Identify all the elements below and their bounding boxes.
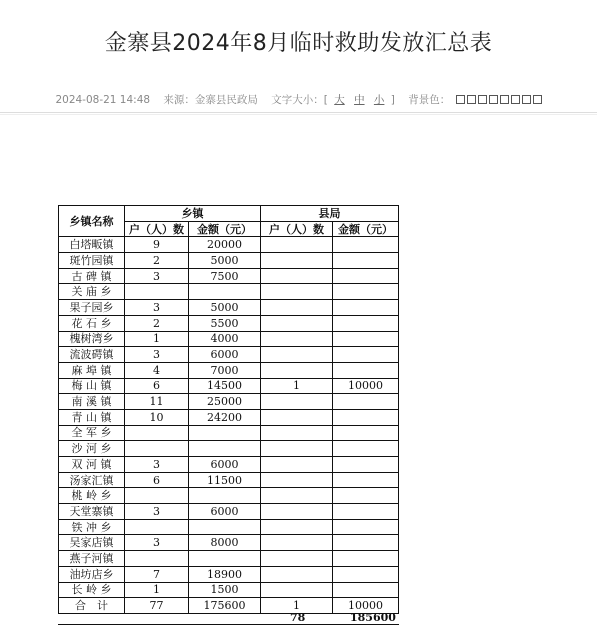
county-amount-cell (333, 253, 399, 269)
county-households-cell (261, 504, 333, 520)
town-name-cell: 天堂寨镇 (59, 504, 125, 520)
table-row (59, 472, 399, 488)
header-group-town: 乡镇 (125, 206, 261, 222)
town-households-cell: 11 (125, 394, 189, 410)
county-households-cell (261, 315, 333, 331)
page-title: 金寨县2024年8月临时救助发放汇总表 (104, 31, 493, 56)
county-amount-cell (333, 268, 399, 284)
county-households-cell (261, 347, 333, 363)
town-name-cell: 吴家店镇 (59, 535, 125, 551)
county-amount-cell (333, 551, 399, 567)
county-households-cell (261, 253, 333, 269)
county-households-cell (261, 472, 333, 488)
total-town-name-cell: 合 计 (59, 598, 125, 614)
county-amount-cell (333, 362, 399, 378)
background-swatch[interactable] (489, 95, 498, 104)
town-name-cell: 果子园乡 (59, 300, 125, 316)
town-households-cell: 6 (125, 472, 189, 488)
town-name-cell: 流波𥔲镇 (59, 347, 125, 363)
table-row (59, 409, 399, 425)
county-households-cell (261, 551, 333, 567)
table-row (59, 535, 399, 551)
county-amount-cell (333, 566, 399, 582)
county-households-cell (261, 566, 333, 582)
county-households-cell (261, 394, 333, 410)
table-row (59, 441, 399, 457)
table-row (59, 394, 399, 410)
county-households-cell (261, 488, 333, 504)
county-amount-cell (333, 300, 399, 316)
town-amount-cell: 25000 (189, 394, 261, 410)
table-row (59, 425, 399, 441)
font-size-small-link[interactable]: 小 (373, 94, 385, 106)
table-row (59, 457, 399, 473)
town-households-cell (125, 425, 189, 441)
table-row (59, 331, 399, 347)
town-name-cell: 沙 河 乡 (59, 441, 125, 457)
table-row (59, 488, 399, 504)
total-county-households-cell: 1 (261, 598, 333, 614)
table-row (59, 504, 399, 520)
town-amount-cell: 1500 (189, 582, 261, 598)
county-amount-cell (333, 504, 399, 520)
grand-total-underline (58, 624, 399, 625)
background-swatch[interactable] (456, 95, 465, 104)
town-amount-cell: 6000 (189, 347, 261, 363)
town-name-cell: 全 军 乡 (59, 425, 125, 441)
table-row (59, 362, 399, 378)
county-households-cell (261, 268, 333, 284)
font-size-close: ] (390, 94, 395, 106)
county-households-cell (261, 519, 333, 535)
town-amount-cell (189, 425, 261, 441)
header-town-amount: 金额（元） (189, 221, 261, 237)
county-amount-cell (333, 582, 399, 598)
county-households-cell (261, 331, 333, 347)
town-name-cell: 长 岭 乡 (59, 582, 125, 598)
table-row (59, 237, 399, 253)
county-households-cell (261, 237, 333, 253)
town-households-cell (125, 519, 189, 535)
background-swatches (454, 94, 542, 106)
county-households-cell (261, 457, 333, 473)
town-households-cell: 3 (125, 300, 189, 316)
header-divider (0, 112, 597, 113)
table-row (59, 347, 399, 363)
county-amount-cell (333, 441, 399, 457)
county-amount-cell (333, 347, 399, 363)
town-name-cell: 青 山 镇 (59, 409, 125, 425)
town-name-cell: 油坊店乡 (59, 566, 125, 582)
county-households-cell (261, 409, 333, 425)
county-amount-cell (333, 535, 399, 551)
county-households-cell: 1 (261, 378, 333, 394)
font-size-large-link[interactable]: 大 (334, 94, 345, 106)
background-swatch[interactable] (467, 95, 476, 104)
table-row (59, 582, 399, 598)
background-swatch[interactable] (533, 95, 542, 104)
publish-date: 2024-08-21 14:48 (55, 94, 151, 106)
town-amount-cell: 6000 (189, 457, 261, 473)
town-name-cell: 燕子河镇 (59, 551, 125, 567)
town-name-cell: 槐树湾乡 (59, 331, 125, 347)
background-swatch[interactable] (511, 95, 520, 104)
header-county-households: 户（人）数 (261, 221, 333, 237)
table-row (59, 300, 399, 316)
county-amount-cell (333, 394, 399, 410)
county-amount-cell: 10000 (333, 378, 399, 394)
county-amount-cell (333, 237, 399, 253)
town-amount-cell: 4000 (189, 331, 261, 347)
header-divider-shadow (0, 114, 597, 115)
town-amount-cell: 20000 (189, 237, 261, 253)
header-town-name: 乡镇名称 (59, 206, 125, 237)
county-households-cell (261, 284, 333, 300)
town-households-cell: 3 (125, 535, 189, 551)
town-amount-cell (189, 519, 261, 535)
background-swatch[interactable] (500, 95, 509, 104)
town-amount-cell: 18900 (189, 566, 261, 582)
town-households-cell: 2 (125, 253, 189, 269)
county-households-cell (261, 300, 333, 316)
county-households-cell (261, 582, 333, 598)
table-row (59, 284, 399, 300)
town-amount-cell: 7500 (189, 268, 261, 284)
total-county-amount-cell: 10000 (333, 598, 399, 614)
total-town-households-cell: 77 (125, 598, 189, 614)
county-amount-cell (333, 472, 399, 488)
town-name-cell: 古 碑 镇 (59, 268, 125, 284)
town-amount-cell: 11500 (189, 472, 261, 488)
town-households-cell: 2 (125, 315, 189, 331)
total-row (59, 598, 399, 614)
town-households-cell: 3 (125, 347, 189, 363)
town-households-cell: 4 (125, 362, 189, 378)
town-name-cell: 麻 埠 镇 (59, 362, 125, 378)
county-households-cell (261, 425, 333, 441)
font-size-medium-link[interactable]: 中 (354, 94, 365, 106)
town-amount-cell (189, 284, 261, 300)
header-county-amount: 金额（元） (333, 221, 399, 237)
town-name-cell: 花 石 乡 (59, 315, 125, 331)
font-size-label: 文字大小：[ (271, 94, 328, 106)
table-row (59, 378, 399, 394)
town-amount-cell: 7000 (189, 362, 261, 378)
town-households-cell (125, 284, 189, 300)
grand-total-households: 78 (290, 611, 306, 624)
town-name-cell: 白塔畈镇 (59, 237, 125, 253)
town-households-cell (125, 551, 189, 567)
town-households-cell (125, 488, 189, 504)
town-amount-cell: 14500 (189, 378, 261, 394)
background-swatch[interactable] (522, 95, 531, 104)
town-households-cell: 3 (125, 504, 189, 520)
town-amount-cell: 5000 (189, 253, 261, 269)
county-households-cell (261, 535, 333, 551)
county-households-cell (261, 362, 333, 378)
town-name-cell: 双 河 镇 (59, 457, 125, 473)
town-households-cell: 1 (125, 582, 189, 598)
town-amount-cell: 8000 (189, 535, 261, 551)
county-amount-cell (333, 409, 399, 425)
town-households-cell: 6 (125, 378, 189, 394)
county-amount-cell (333, 284, 399, 300)
county-households-cell (261, 441, 333, 457)
background-swatch[interactable] (478, 95, 487, 104)
article-source: 来源：金寨县民政局 (163, 94, 258, 106)
town-name-cell: 汤家汇镇 (59, 472, 125, 488)
town-amount-cell: 5000 (189, 300, 261, 316)
table-row (59, 566, 399, 582)
town-name-cell: 铁 冲 乡 (59, 519, 125, 535)
town-households-cell (125, 441, 189, 457)
town-name-cell: 桃 岭 乡 (59, 488, 125, 504)
background-label: 背景色： (408, 94, 451, 106)
town-amount-cell (189, 441, 261, 457)
county-amount-cell (333, 331, 399, 347)
header-town-households: 户（人）数 (125, 221, 189, 237)
town-amount-cell (189, 488, 261, 504)
town-households-cell: 3 (125, 268, 189, 284)
town-amount-cell: 5500 (189, 315, 261, 331)
town-amount-cell (189, 551, 261, 567)
table-row (59, 268, 399, 284)
town-households-cell: 1 (125, 331, 189, 347)
county-amount-cell (333, 519, 399, 535)
town-name-cell: 南 溪 镇 (59, 394, 125, 410)
county-amount-cell (333, 457, 399, 473)
table-row (59, 551, 399, 567)
town-households-cell: 3 (125, 457, 189, 473)
town-households-cell: 9 (125, 237, 189, 253)
grand-total-amount: 185600 (350, 611, 396, 624)
town-name-cell: 斑竹园镇 (59, 253, 125, 269)
county-amount-cell (333, 315, 399, 331)
town-amount-cell: 6000 (189, 504, 261, 520)
county-amount-cell (333, 488, 399, 504)
table-row (59, 253, 399, 269)
relief-summary-table (58, 205, 399, 614)
town-name-cell: 关 庙 乡 (59, 284, 125, 300)
table-row (59, 519, 399, 535)
town-households-cell: 10 (125, 409, 189, 425)
total-town-amount-cell: 175600 (189, 598, 261, 614)
town-amount-cell: 24200 (189, 409, 261, 425)
header-group-county: 县局 (261, 206, 399, 222)
table-row (59, 315, 399, 331)
town-households-cell: 7 (125, 566, 189, 582)
town-name-cell: 梅 山 镇 (59, 378, 125, 394)
article-meta (0, 92, 597, 107)
county-amount-cell (333, 425, 399, 441)
